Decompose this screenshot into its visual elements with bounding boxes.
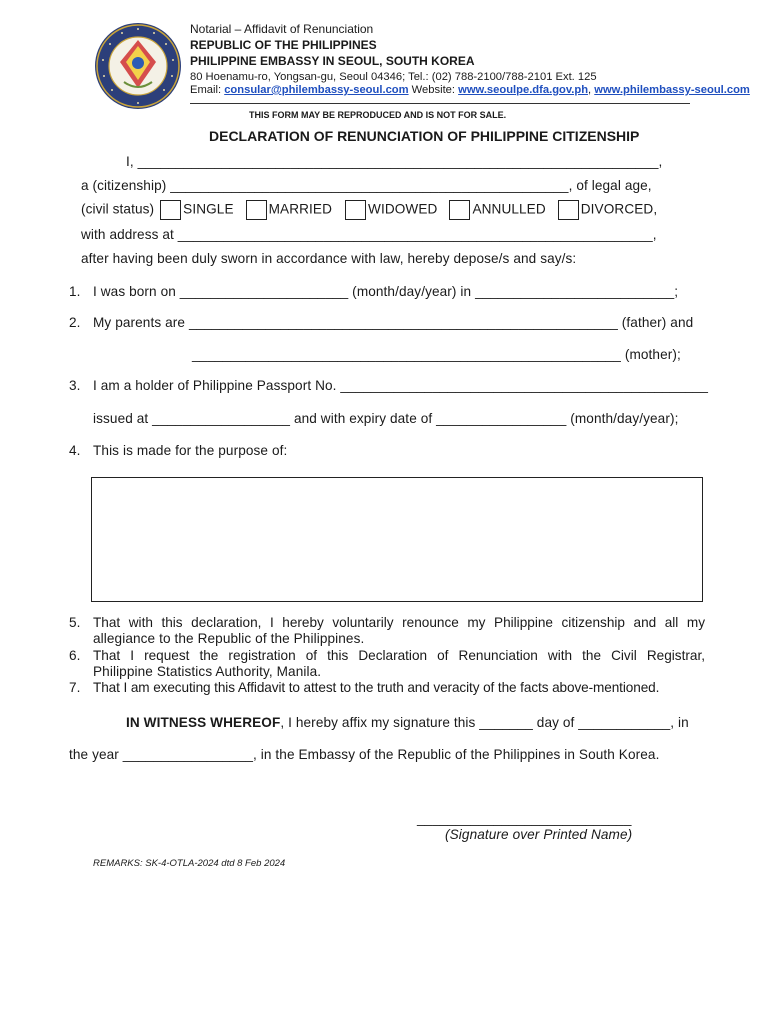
registration-statement: That I request the registration of this Declaration of Renunciation with the Civil Registrar, [93,648,705,663]
email-link[interactable]: consular@philembassy-seoul.com [224,84,409,96]
option-divorced: DIVORCED, [580,201,658,217]
document-title: DECLARATION OF RENUNCIATION OF PHILIPPINE CITIZENSHIP [209,128,640,144]
checkbox-single[interactable] [160,200,181,220]
passport-issue-line[interactable]: issued at __________________ and with expiry date of _________________ (month/day/year); [93,411,679,426]
item-number-1: 1. [69,284,81,299]
checkbox-divorced[interactable] [558,200,579,220]
checkbox-annulled[interactable] [449,200,470,220]
renunciation-statement: That with this declaration, I hereby voluntarily renounce my Philippine citizenship and all my [93,615,705,630]
embassy-heading: PHILIPPINE EMBASSY IN SEOUL, SOUTH KOREA [190,54,475,68]
email-label: Email: [190,84,225,96]
item-number-2: 2. [69,315,81,330]
witness-line[interactable] [126,715,689,730]
item-number-7: 7. [69,680,81,695]
attestation-statement: That I am executing this Affidavit to attest to the truth and veracity of the facts above-mentioned. [93,680,660,695]
year-line[interactable]: the year _________________, in the Embassy of the Republic of the Philippines in South Korea. [69,747,660,762]
checkbox-married[interactable] [246,200,267,220]
renunciation-statement-cont: allegiance to the Republic of the Philippines. [93,631,365,646]
passport-line[interactable]: I am a holder of Philippine Passport No. ________________________________________________ [93,378,709,393]
sworn-statement: after having been duly sworn in accordance with law, hereby depose/s and say/s: [81,251,577,266]
form-subtitle: Notarial – Affidavit of Renunciation [190,22,374,36]
mother-line[interactable]: ________________________________________________________ (mother); [192,347,681,362]
embassy-address: 80 Hoenamu-ro, Yongsan-gu, Seoul 04346; Tel.: (02) 788-2100/788-2101 Ext. 125 [190,71,597,83]
philippine-seal-logo [94,22,182,110]
website-separator: , [588,84,595,96]
citizenship-line[interactable]: a (citizenship) ____________________________________________________, of legal age, [81,178,652,193]
website-link-embassy[interactable]: www.philembassy-seoul.com [594,84,750,96]
registration-statement-cont: Philippine Statistics Authority, Manila. [93,664,322,679]
remarks-note: REMARKS: SK-4-OTLA-2024 dtd 8 Feb 2024 [93,858,286,869]
item-number-6: 6. [69,648,81,663]
item-number-5: 5. [69,615,81,630]
website-link-dfa[interactable]: www.seoulpe.dfa.gov.ph [458,84,589,96]
option-single: SINGLE [183,201,234,217]
signature-label: (Signature over Printed Name) [445,827,633,842]
signature-line[interactable]: ____________________________ [417,811,632,826]
reproduction-notice: THIS FORM MAY BE REPRODUCED AND IS NOT FOR SALE. [249,110,507,120]
purpose-text-box[interactable] [91,477,703,602]
country-heading: REPUBLIC OF THE PHILIPPINES [190,38,377,52]
purpose-label: This is made for the purpose of: [93,443,288,458]
civil-status-label: (civil status) [81,201,155,217]
civil-status-row [81,200,657,220]
father-line[interactable]: My parents are ________________________________________________________ (father) and [93,315,694,330]
witness-heading: IN WITNESS WHEREOF [126,715,281,730]
contact-line [190,83,750,98]
option-annulled: ANNULLED [472,201,546,217]
option-widowed: WIDOWED [368,201,438,217]
witness-text: , I hereby affix my signature this _______ day of ____________, in [280,715,689,730]
option-married: MARRIED [268,201,333,217]
item-number-4: 4. [69,443,81,458]
checkbox-widowed[interactable] [345,200,366,220]
item-number-3: 3. [69,378,81,393]
birth-line[interactable]: I was born on ______________________ (month/day/year) in __________________________; [93,284,679,299]
name-line[interactable]: I, ____________________________________________________________________, [126,154,663,169]
address-line[interactable]: with address at ______________________________________________________________, [81,227,657,242]
header-divider [190,103,690,104]
website-label: Website: [408,84,459,96]
